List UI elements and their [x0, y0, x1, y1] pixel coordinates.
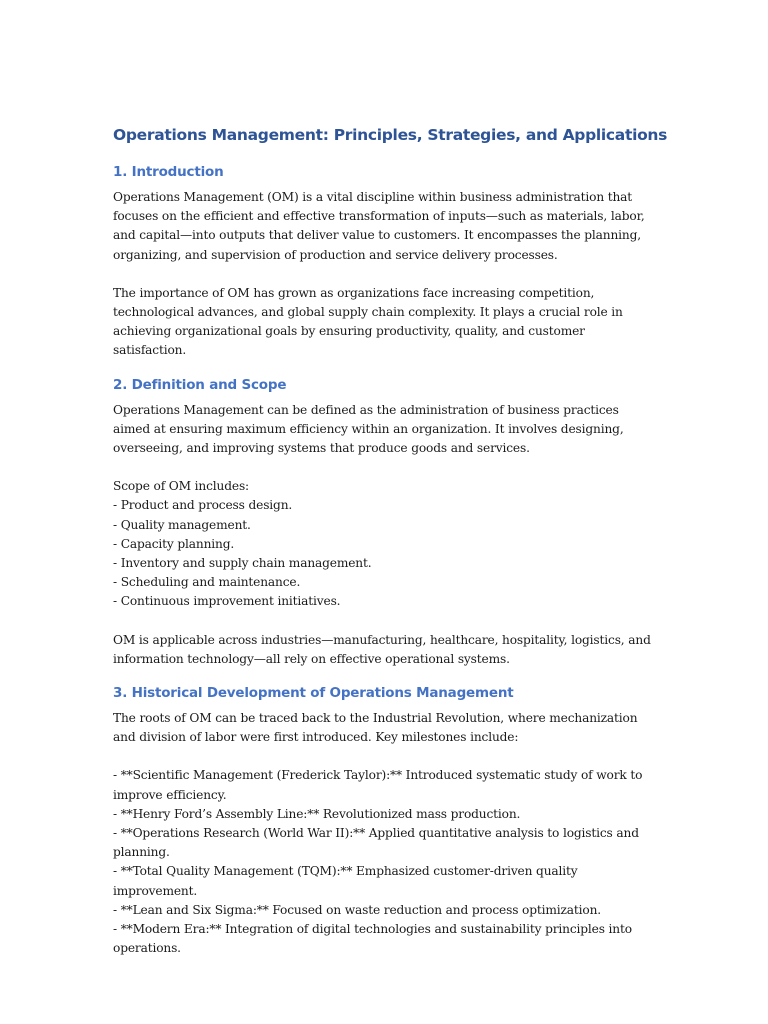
- introduction-paragraph-2: The importance of OM has grown as organizations face increasing competition, technological advances, and global supply chain complexity. It plays a crucial role in achieving organizational goals by ensuring productivity, quality, and customer satisfaction.: [113, 285, 623, 358]
- list-item: - **Lean and Six Sigma:** Focused on waste reduction and process optimization.: [113, 902, 602, 917]
- list-item: - **Scientific Management (Frederick Taylor):** Introduced systematic study of work to improve efficiency.: [113, 768, 643, 802]
- list-item: - Scheduling and maintenance.: [113, 575, 301, 590]
- scope-list: [113, 496, 658, 611]
- list-item: - **Henry Ford’s Assembly Line:** Revolutionized mass production.: [113, 806, 521, 821]
- introduction-paragraph-1: Operations Management (OM) is a vital discipline within business administration that focuses on the efficient and effective transformation of inputs—such as materials, labor, and capital—into outputs that deliver value to customers. It encompasses the planning, organizing, and supervision of production and service delivery processes.: [113, 190, 645, 262]
- section-heading-definition-scope: 2. Definition and Scope: [113, 376, 287, 393]
- milestones-list: [113, 766, 658, 958]
- list-item: - **Operations Research (World War II):** Applied quantitative analysis to logistics and planning.: [113, 826, 639, 860]
- list-item: - **Modern Era:** Integration of digital technologies and sustainability principles into operations.: [113, 922, 632, 956]
- list-item: - Quality management.: [113, 517, 251, 532]
- history-intro-paragraph: The roots of OM can be traced back to the Industrial Revolution, where mechanization and division of labor were first introduced. Key milestones include:: [113, 711, 638, 745]
- section-definition-scope: [113, 376, 658, 669]
- scope-intro: Scope of OM includes:: [113, 479, 250, 494]
- scope-closing-paragraph: OM is applicable across industries—manufacturing, healthcare, hospitality, logistics, and information technology—all rely on effective operational systems.: [113, 632, 651, 666]
- document-body: [113, 124, 668, 959]
- list-item: - Inventory and supply chain management.: [113, 556, 372, 571]
- list-item: - Continuous improvement initiatives.: [113, 594, 341, 609]
- list-item: - **Total Quality Management (TQM):** Emphasized customer-driven quality improvement.: [113, 864, 578, 898]
- section-heading-introduction: 1. Introduction: [113, 164, 224, 180]
- section-introduction: [113, 163, 658, 361]
- list-item: - Capacity planning.: [113, 536, 235, 551]
- section-historical-development: [113, 684, 658, 958]
- section-heading-historical-development: 3. Historical Development of Operations Management: [113, 685, 514, 702]
- document-title: Operations Management: Principles, Strategies, and Applications: [113, 126, 668, 144]
- definition-paragraph: Operations Management can be defined as the administration of business practices aimed at ensuring maximum efficiency within an organization. It involves designing, overseeing, and improving systems that produce goods and services.: [113, 402, 624, 456]
- list-item: - Product and process design.: [113, 498, 293, 513]
